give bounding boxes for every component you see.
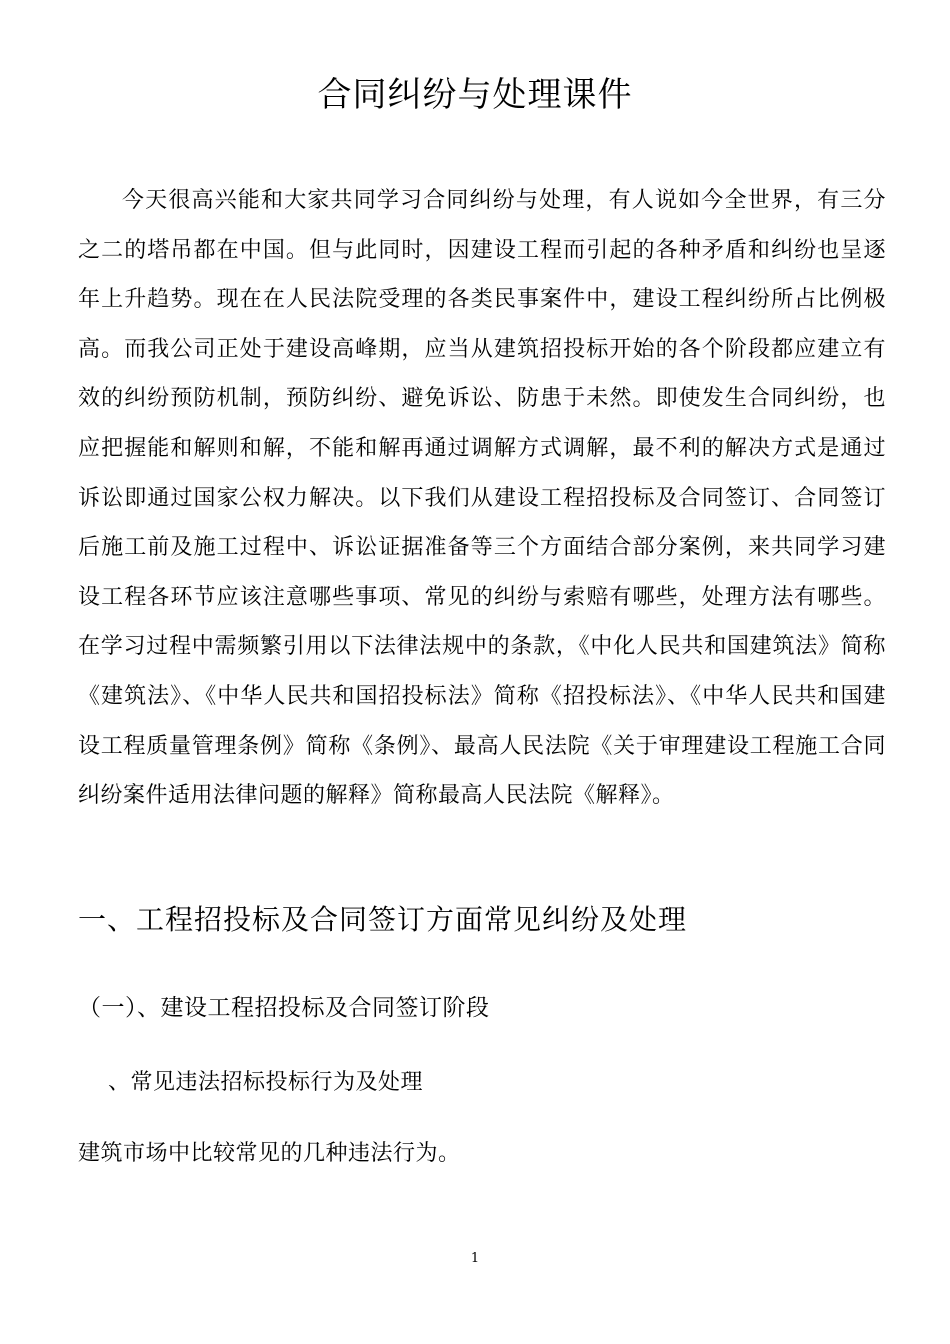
subsection-heading: （一）、建设工程招投标及合同签订阶段 — [78, 995, 490, 1021]
body-text: 建筑市场中比较常见的几种违法行为。 — [78, 1141, 461, 1166]
section-heading: 一、工程招投标及合同签订方面常见纠纷及处理 — [78, 903, 688, 936]
page-number: 1 — [470, 1251, 480, 1266]
intro-paragraph: 今天很高兴能和大家共同学习合同纠纷与处理，有人说如今全世界，有三分之二的塔吊都在中国。但与此同时，因建设工程而引起的各种矛盾和纠纷也呈逐年上升趋势。现在在人民法院受理的各类民事案件中，建设工程纠纷所占比例极高。而我公司正处于建设高峰期，应当从建筑招投标开始的各个阶段都应建立有效的纠纷预防机制，预防纠纷、避免诉讼、防患于未然。即使发生合同纠纷，也应把握能和解则和解，不能和解再通过调解方式调解，最不利的解决方式是通过诉讼即通过国家公权力解决。以下我们从建设工程招投标及合同签订、合同签订后施工前及施工过程中、诉讼证据准备等三个方面结合部分案例，来共同学习建设工程各环节应该注意哪些事项、常见的纠纷与索赔有哪些，处理方法有哪些。在学习过程中需频繁引用以下法律法规中的条款，《中化人民共和国建筑法》简称《建筑法》、《中华人民共和国招投标法》简称《招投标法》、《中华人民共和国建设工程质量管理条例》简称《条例》、最高人民法院《关于审理建设工程施工合同纠纷案件适用法律问题的解释》简称最高人民法院《解释》。 — [78, 188, 886, 809]
document-title: 合同纠纷与处理课件 — [317, 75, 633, 115]
item-heading: 、常见违法招标投标行为及处理 — [108, 1070, 424, 1095]
